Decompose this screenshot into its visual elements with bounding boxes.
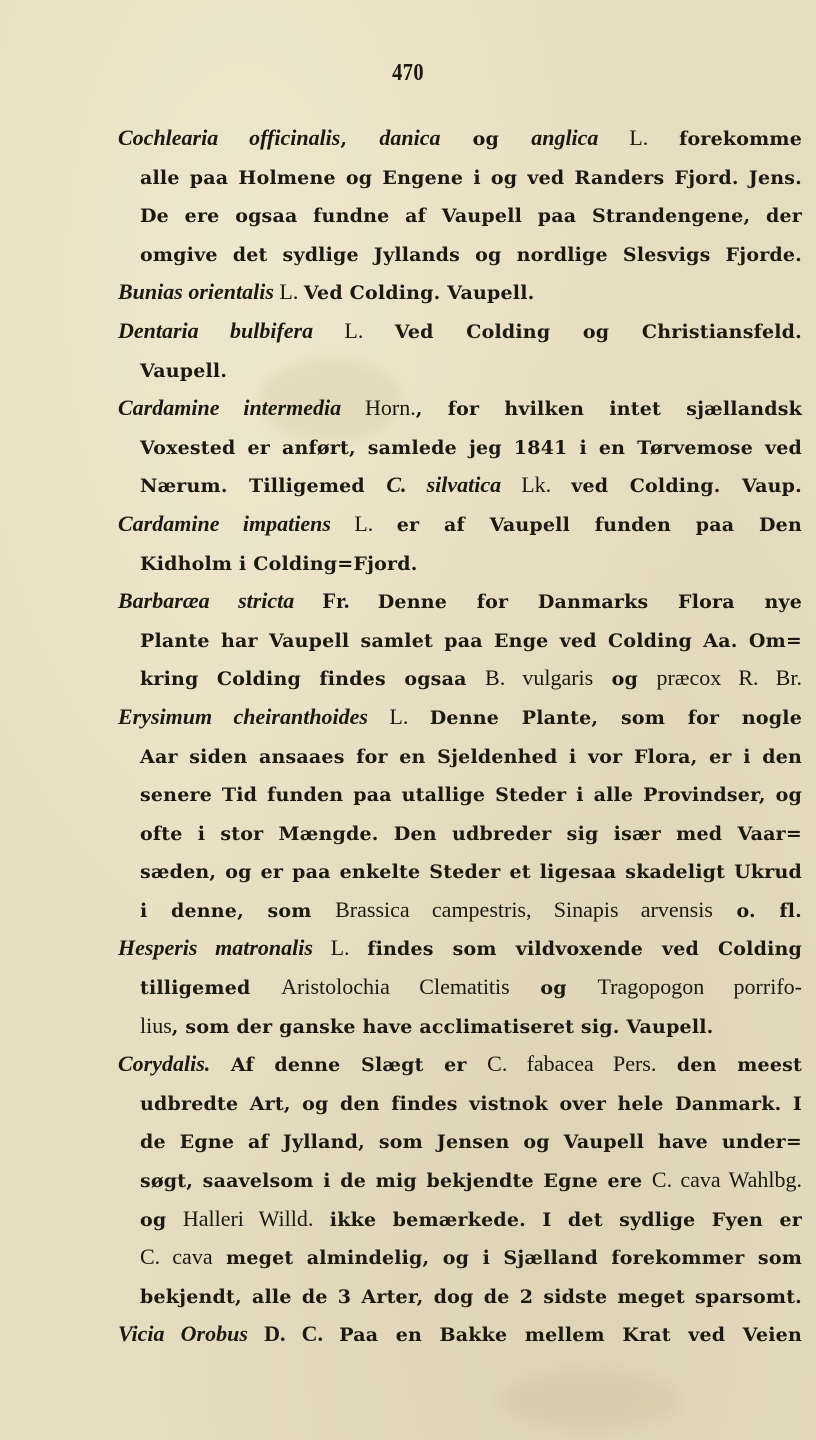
text-line [140, 1007, 802, 1046]
body-text: tilligemed [140, 977, 282, 1000]
entry-heading-line [118, 119, 802, 158]
entry-heading-line [118, 1315, 802, 1354]
body-text: De ere ogsaa fundne af Vaupell paa Strandengene, der [140, 205, 802, 228]
latin-text: Fr. [294, 588, 378, 614]
body-text: de Egne af Jylland, som Jensen og Vaupell have under= [140, 1131, 802, 1154]
text-line [140, 1161, 802, 1200]
paper-stain [500, 1370, 680, 1430]
species-name: Cardamine impatiens [118, 510, 331, 536]
page-number: 470 [392, 60, 424, 86]
text-line [140, 158, 802, 197]
text-line [140, 814, 802, 853]
body-text: , [340, 128, 380, 150]
species-name: Corydalis. [118, 1051, 211, 1077]
body-text: Aar siden ansaaes for en Sjeldenhed i vor Flora, er i den [140, 745, 802, 768]
species-name: danica [379, 125, 441, 150]
body-text: Plante har Vaupell samlet paa Enge ved Colding Aa. Om= [140, 629, 802, 652]
body-text: omgive det sydlige Jyllands og nordlige Slesvigs Fjorde. [140, 243, 802, 266]
latin-text: B. vulgaris [485, 665, 594, 691]
body-text: Denne Plante, som for nogle [429, 706, 802, 729]
body-text: bekjendt, alle de 3 Arter, dog de 2 sidste meget sparsomt. [140, 1285, 802, 1308]
body-text: ofte i stor Mængde. Den udbreder sig især med Vaar= [140, 822, 802, 845]
body-text: sæden, og er paa enkelte Steder et ligesaa skadeligt Ukrud [140, 861, 802, 884]
latin-text: C. fabacea Pers. [487, 1051, 657, 1077]
body-text: , for hvilken intet sjællandsk [415, 398, 802, 421]
text-line [140, 1200, 802, 1239]
species-name: Bunias orientalis [118, 279, 274, 305]
latin-text: Halleri Willd. [182, 1205, 314, 1231]
text-line [140, 737, 802, 776]
entry-heading-line [118, 698, 802, 737]
text-line [140, 968, 802, 1007]
entry-heading-line [118, 273, 802, 312]
text-line [140, 428, 802, 467]
page-text-body [118, 119, 802, 1354]
text-line [140, 621, 802, 660]
body-text: alle paa Holmene og Engene i og ved Randers Fjord. Jens. [140, 166, 802, 189]
body-text: i denne, som [140, 899, 336, 922]
body-text: ikke bemærkede. I det sydlige Fyen er [313, 1208, 802, 1231]
text-line [140, 1122, 802, 1161]
latin-text: præcox R. Br. [656, 665, 802, 691]
body-text: Denne for Danmarks Flora nye [377, 591, 802, 614]
body-text: Voxested er anført, samlede jeg 1841 i en Tørvemose ved [140, 436, 802, 459]
latin-text: L. [330, 510, 397, 536]
latin-text: lius [140, 1012, 172, 1038]
body-text: udbredte Art, og den findes vistnok over hele Danmark. I [140, 1092, 802, 1115]
latin-text: Aristolochia Clematitis [281, 974, 510, 1000]
text-line [140, 351, 802, 390]
latin-text: C. cava [140, 1244, 213, 1270]
latin-text: D. C. [247, 1321, 340, 1347]
text-line [140, 891, 802, 930]
body-text: og [593, 668, 657, 691]
species-name: Cardamine intermedia [118, 395, 342, 421]
body-text: Nærum. Tilligemed [140, 475, 387, 498]
species-name: anglica [531, 125, 599, 150]
body-text: ved Colding. Vaup. [571, 475, 802, 498]
entry-heading-line [118, 312, 802, 351]
body-text: og [440, 128, 532, 150]
text-line [140, 544, 802, 583]
species-name: Hesperis matronalis [118, 935, 313, 961]
species-name: Erysimum cheiranthoides [118, 703, 368, 729]
body-text: er af Vaupell funden paa Den [396, 513, 802, 536]
latin-text: L. [368, 703, 430, 729]
body-text: Ved Colding. Vaupell. [303, 282, 535, 305]
entry-heading-line [118, 582, 802, 621]
body-text: senere Tid funden paa utallige Steder i alle Provindser, og [140, 784, 802, 807]
species-name: Dentaria bulbifera [118, 317, 314, 343]
entry-heading-line [118, 505, 802, 544]
latin-text: L. [598, 125, 680, 150]
text-line [140, 1084, 802, 1123]
latin-text: Horn. [341, 395, 416, 421]
latin-text: Brassica campestris, Sinapis arvensis [335, 896, 713, 922]
body-text: og [509, 977, 598, 1000]
body-text: Paa en Bakke mellem Krat ved Veien [339, 1324, 802, 1347]
species-name: C. silvatica [386, 472, 502, 498]
text-line [140, 852, 802, 891]
body-text: Ved Colding og Christiansfeld. [394, 320, 802, 343]
latin-text: L. [312, 935, 368, 961]
entry-heading-line [118, 929, 802, 968]
latin-text: L. [313, 317, 395, 343]
species-name: Barbaræa stricta [118, 588, 295, 614]
entry-heading-line [118, 1045, 802, 1084]
body-text: kring Colding findes ogsaa [140, 668, 486, 691]
text-line [140, 1277, 802, 1316]
body-text: søgt, saavelsom i de mig bekjendte Egne ere [140, 1170, 652, 1193]
body-text: findes som vildvoxende ved Colding [367, 938, 802, 961]
body-text: Kidholm i Colding=Fjord. [140, 552, 418, 575]
body-text: Af denne Slægt er [210, 1054, 488, 1077]
latin-text: C. cava Wahlbg. [651, 1167, 802, 1193]
latin-text: L. [273, 279, 304, 305]
body-text: og [140, 1208, 183, 1231]
latin-text: Lk. [501, 472, 572, 498]
text-line [140, 775, 802, 814]
body-text: den meest [656, 1054, 803, 1077]
text-line [140, 1238, 802, 1277]
text-line [140, 659, 802, 698]
body-text: , som der ganske have acclimatiseret sig. Vaupell. [171, 1015, 714, 1038]
body-text: meget almindelig, og i Sjælland forekommer som [212, 1247, 802, 1270]
text-line [140, 235, 802, 274]
species-name: Cochlearia officinalis [118, 125, 341, 150]
body-text: forekomme [679, 128, 802, 150]
latin-text: Tragopogon porrifo- [597, 974, 802, 1000]
text-line [140, 466, 802, 505]
body-text: Vaupell. [140, 359, 228, 382]
text-line [140, 196, 802, 235]
body-text: o. fl. [712, 899, 802, 922]
entry-heading-line [118, 389, 802, 428]
species-name: Vicia Orobus [118, 1321, 248, 1347]
